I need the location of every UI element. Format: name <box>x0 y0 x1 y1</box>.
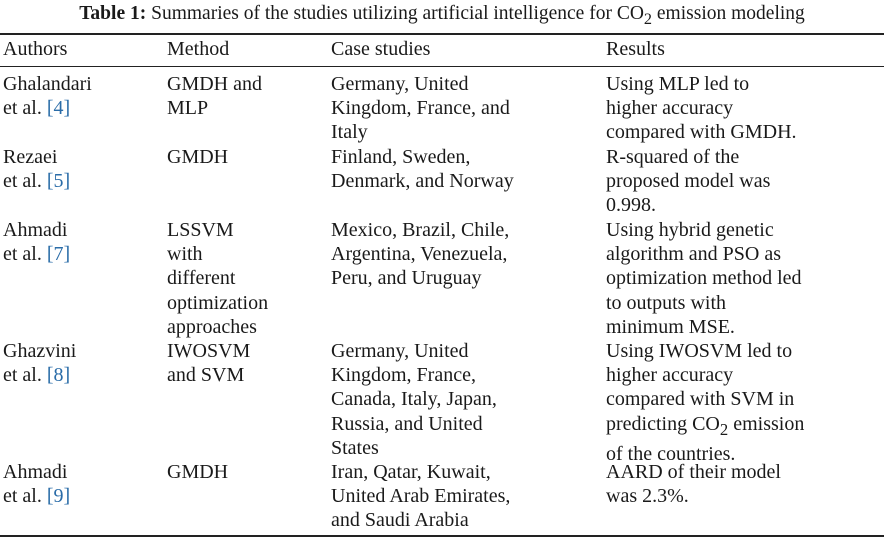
header-results: Results <box>606 38 665 60</box>
row-1-authors: Ghalandari et al. [4] <box>3 73 92 120</box>
citation-link[interactable]: [7] <box>46 243 71 266</box>
citation-link[interactable]: [4] <box>46 97 71 120</box>
row-1-case-studies: Germany, United Kingdom, France, and Italy <box>331 73 510 144</box>
caption-subscript: 2 <box>643 9 653 28</box>
row-4-case-studies: Germany, United Kingdom, France, Canada, Italy, Japan, Russia, and United States <box>331 340 497 459</box>
header-rule <box>0 66 884 67</box>
row-5-case-studies: Iran, Qatar, Kuwait, United Arab Emirates, and Saudi Arabia <box>331 461 511 532</box>
row-3-results: Using hybrid genetic algorithm and PSO as optimization method led to outputs with minimum MSE. <box>606 219 802 338</box>
row-3-case-studies: Mexico, Brazil, Chile, Argentina, Venezuela, Peru, and Uruguay <box>331 219 510 290</box>
top-rule <box>0 33 884 35</box>
row-5-results: AARD of their model was 2.3%. <box>606 461 781 508</box>
row-1-results: Using MLP led to higher accuracy compared with GMDH. <box>606 73 797 144</box>
row-2-results: R-squared of the proposed model was 0.998. <box>606 146 771 217</box>
row-3-authors: Ahmadi et al. [7] <box>3 219 71 266</box>
header-method: Method <box>167 38 230 60</box>
caption-text-end: emission modeling <box>652 3 805 24</box>
row-3-method: LSSVM with different optimization approaches <box>167 219 269 338</box>
bottom-rule <box>0 535 884 537</box>
row-1-method: GMDH and MLP <box>167 73 262 120</box>
row-4-authors: Ghazvini et al. [8] <box>3 340 77 387</box>
row-5-method: GMDH <box>167 461 229 483</box>
row-2-case-studies: Finland, Sweden, Denmark, and Norway <box>331 146 514 193</box>
table-caption <box>0 2 884 31</box>
row-5-authors: Ahmadi et al. [9] <box>3 461 71 508</box>
caption-text: Summaries of the studies utilizing artificial intelligence for CO <box>151 3 644 24</box>
header-authors: Authors <box>3 38 68 60</box>
citation-link[interactable]: [9] <box>46 485 71 508</box>
header-case-studies: Case studies <box>331 38 431 60</box>
row-2-authors: Rezaei et al. [5] <box>3 146 71 193</box>
caption-label: Table 1: <box>79 3 147 24</box>
citation-link[interactable]: [8] <box>46 364 71 387</box>
row-4-results: Using IWOSVM led to higher accuracy compared with SVM in predicting $CO_2$ emission of the countries. <box>606 340 805 465</box>
row-4-method: IWOSVM and SVM <box>167 340 251 387</box>
citation-link[interactable]: [5] <box>46 170 71 193</box>
row-2-method: GMDH <box>167 146 229 168</box>
